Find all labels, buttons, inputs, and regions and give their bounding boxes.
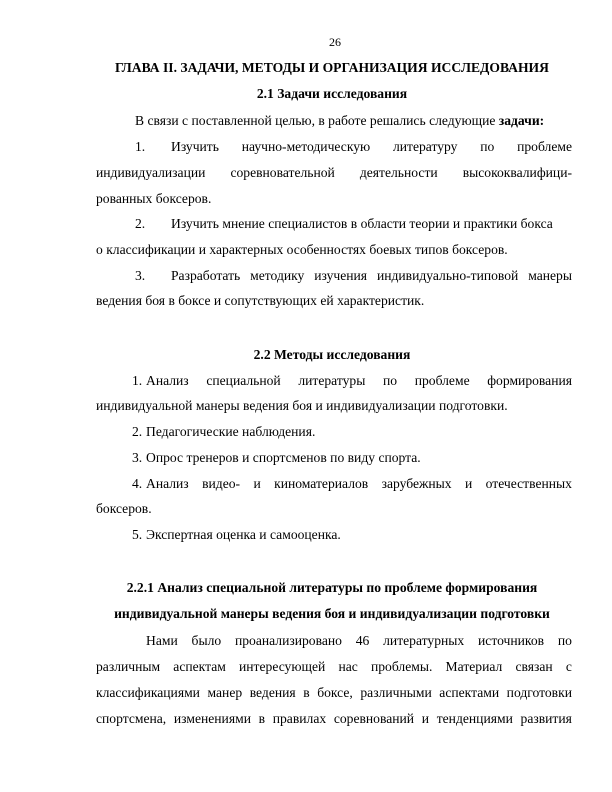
word: индивидуально-типовой [376,268,519,283]
word: Изучить [171,139,219,154]
word: связан [515,659,553,674]
word: аспектам [173,659,226,674]
word: было [191,633,222,648]
paragraph-line-1 [146,634,572,648]
word: киноматериалов [274,476,369,491]
word: классификациями [96,685,200,700]
word: по [480,139,495,154]
word: индивидуализации [96,165,206,180]
page-number: 26 [329,35,341,49]
paragraph-line-3 [96,686,572,700]
word: Материал [445,659,503,674]
word: литературных [383,633,465,648]
word: различным [96,659,161,674]
word: проблеме [414,373,470,388]
word: Анализ [146,373,189,388]
task-2-line-1: Изучить мнение специалистов в области теории и практики бокса [171,216,553,231]
word: источников [478,633,545,648]
word: научно-методическую [241,139,371,154]
word: в [303,685,310,700]
method-4-line-1 [146,477,572,491]
task-1-line-3: рованных боксеров. [96,191,212,206]
method-1-line-1 [146,374,572,388]
word: формирования [487,373,572,388]
word: интересующей [239,659,326,674]
method-4-line-2: боксеров. [96,501,152,516]
task-3-number: 3. [135,268,146,283]
method-5-text: Экспертная оценка и самооценка. [146,527,341,542]
word: отечественных [485,476,572,491]
word: литературы [298,373,366,388]
task-1-number: 1. [135,139,146,154]
word: высококвалифици- [462,165,572,180]
word: в [258,711,266,726]
word: по [557,633,572,648]
word: проанализировано [234,633,342,648]
word: развития [520,711,572,726]
word: нас [338,659,358,674]
word: и [421,711,430,726]
word: зарубежных [381,476,452,491]
word: манеры [528,268,572,283]
task-1-line-2 [96,166,572,180]
tasks-intro [135,114,544,128]
word: тенденциями [436,711,513,726]
method-5-number: 5. [132,527,143,542]
word: с [565,659,572,674]
paragraph-line-4 [96,712,572,726]
word: методику [250,268,305,283]
task-3-line-1 [171,269,572,283]
paragraph-line-2 [96,660,572,674]
section-2-2-1-title-line-2: индивидуальной манеры ведения боя и индивидуализации подготовки [114,606,550,621]
method-2-text: Педагогические наблюдения. [146,424,316,439]
word: соревнований [333,711,415,726]
method-1-number: 1. [132,373,143,388]
word: различными [360,685,432,700]
tasks-intro-text: В связи с поставленной целью, в работе решались следующие [135,113,496,128]
word: аспектами [439,685,500,700]
word: деятельности [359,165,438,180]
word: по [382,373,398,388]
method-2-number: 2. [132,424,143,439]
word: Анализ [146,476,189,491]
section-2-2-1-title-line-1: 2.2.1 Анализ специальной литературы по проблеме формирования [126,580,538,595]
word: видео- [202,476,241,491]
word: литературу [392,139,458,154]
task-1-line-1 [171,140,572,154]
method-1-line-2: индивидуальной манеры ведения боя и индивидуализации подготовки. [96,398,508,413]
word: подготовки [506,685,572,700]
word: Разработать [171,268,241,283]
section-2-2-title: 2.2 Методы исследования [253,347,411,362]
word: специальной [206,373,281,388]
word: правилах [272,711,327,726]
task-3-line-2: ведения боя в боксе и сопутствующих ей характеристик. [96,293,425,308]
method-3-number: 3. [132,450,143,465]
section-2-1-title: 2.1 Задачи исследования [256,86,408,101]
word: соревновательной [230,165,335,180]
method-3-text: Опрос тренеров и спортсменов по виду спорта. [146,450,421,465]
tasks-intro-bold: задачи: [498,113,545,128]
word: изучения [314,268,368,283]
word: ведения [249,685,296,700]
word: спортсмена, [96,711,167,726]
task-2-line-2: о классификации и характерных особенностях боевых типов боксеров. [96,242,508,257]
word: изменениями [173,711,251,726]
task-2-number: 2. [135,216,146,231]
word: проблеме [517,139,572,154]
word: и [465,476,473,491]
word: 46 [355,633,370,648]
word: манер [207,685,243,700]
chapter-title: ГЛАВА II. ЗАДАЧИ, МЕТОДЫ И ОРГАНИЗАЦИЯ ИССЛЕДОВАНИЯ [115,60,549,75]
word: боксе, [317,685,353,700]
method-4-number: 4. [132,476,143,491]
word: проблемы. [370,659,433,674]
word: Нами [146,633,178,648]
word: и [253,476,261,491]
